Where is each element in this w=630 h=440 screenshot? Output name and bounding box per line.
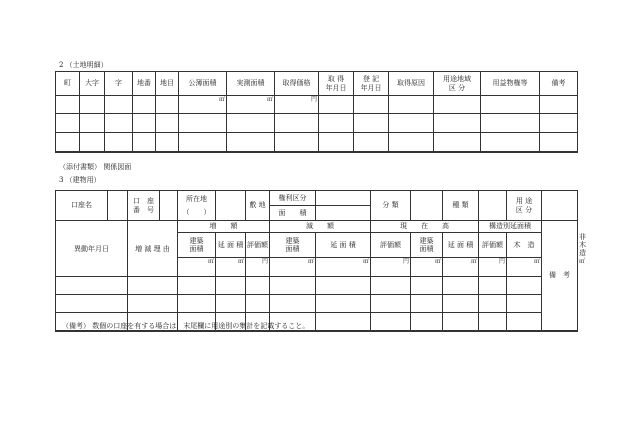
col-aza: 字 — [105, 72, 133, 96]
kouzou-label: 構造別延面積 — [479, 221, 542, 233]
gen-kenchiku-label — [270, 233, 316, 258]
kenchiku-line2: 面積 — [419, 245, 434, 254]
koza-bango-label — [128, 191, 160, 221]
col-kobo-menseki: 公簿面積 — [179, 72, 227, 96]
biko-label: 備 考 — [542, 221, 578, 331]
kenchiku-line1: 建築 — [285, 237, 300, 246]
col-chiban: 地番 — [133, 72, 156, 96]
table-row: ㎡ ㎡ 円 ㎡ ㎡ 円 ㎡ ㎡ 円 ㎡ ㎡ — [56, 258, 578, 277]
menseki-label: 面 積 — [270, 206, 316, 221]
table-row — [56, 295, 578, 313]
col-shutoku-genin: 取得原因 — [389, 72, 434, 96]
unit-sqm: ㎡ — [316, 258, 371, 277]
youto-kubun-line2: 区 分 — [515, 205, 533, 214]
genzai-kenchiku-label — [411, 233, 443, 258]
youto-kubun-label — [507, 191, 542, 221]
col-chimoku: 地目 — [156, 72, 179, 96]
koza-mei-label: 口座名 — [56, 191, 108, 221]
section3-title: 3 （建物用） — [59, 176, 101, 184]
zou-nobe-label: 延 面 積 — [216, 233, 246, 258]
land-details-table — [55, 71, 578, 153]
genzai-label: 現 在 高 — [371, 221, 479, 233]
zou-kenchiku-label — [178, 233, 216, 258]
shikichi-label: 敷 地 — [246, 191, 270, 221]
shozaichi-text: 所在地 — [186, 195, 207, 204]
gen-hyoka-label: 評価額 — [371, 233, 411, 258]
kenri-kubun-label: 権利区分 — [270, 191, 316, 206]
gen-nobe-label: 延 面 積 — [316, 233, 371, 258]
building-table: 口座名 口 座 番 号 所在地 （ ） 敷 地 権利区分 分 類 種 類 用 途 区 分 面 積 異動年月日 増 減 理 由 増 額 減 額 現 在 高 構造別延面積 備 考 建築 面積 延 面 積 評価額 建築 面積 延 面 積 評価額 建築 面積 延 面 積 評価額 木 造 非木造 ㎡ ㎡ 円 ㎡ ㎡ 円 ㎡ ㎡ 円 ㎡ ㎡ — [55, 190, 578, 332]
col-youto-chiiki — [434, 72, 481, 96]
unit-sqm: ㎡ — [227, 96, 275, 114]
col-cho: 町 — [56, 72, 80, 96]
ido-date-label: 異動年月日 — [56, 221, 128, 277]
unit-yen: 円 — [275, 96, 319, 114]
unit-sqm: ㎡ — [411, 258, 443, 277]
attachment-note: （添付書類） 関係図面 — [59, 163, 132, 171]
col-youto-chiiki-line2: 区 分 — [448, 83, 466, 92]
kenchiku-line2: 面積 — [285, 245, 300, 254]
unit-sqm: ㎡ — [216, 258, 246, 277]
col-shutoku-date-line2: 年月日 — [325, 83, 347, 92]
shurui-label: 種 類 — [443, 191, 479, 221]
col-shutoku-date — [319, 72, 354, 96]
remark-text: （備考） 数個の口座を有する場合は，末尾欄に用途別の集計を記載すること。 — [62, 322, 310, 330]
unit-sqm: ㎡ — [270, 258, 316, 277]
kenchiku-line1: 建築 — [189, 237, 204, 246]
table-row — [56, 277, 578, 295]
mokuzo-label: 木 造 — [507, 233, 542, 258]
unit-yen: 円 — [246, 258, 270, 277]
table-row — [56, 114, 578, 133]
col-biko: 備考 — [540, 72, 578, 96]
unit-sqm: ㎡ — [178, 258, 216, 277]
table-row — [56, 133, 578, 152]
zou-label: 増 額 — [178, 221, 270, 233]
section2-title: 2 （土地明細） — [59, 61, 108, 69]
youto-kubun-line1: 用 途 — [515, 197, 533, 206]
koza-bango-line2: 番 号 — [133, 205, 154, 214]
unit-yen: 円 — [479, 258, 507, 277]
genzai-hyoka-label: 評価額 — [479, 233, 507, 258]
gen-label: 減 額 — [270, 221, 371, 233]
col-toki-date-line2: 年月日 — [360, 83, 382, 92]
col-shutoku-kakaku: 取得価格 — [275, 72, 319, 96]
genzai-nobe-label: 延 面 積 — [443, 233, 479, 258]
zou-hyoka-label: 評価額 — [246, 233, 270, 258]
kenchiku-line2: 面積 — [189, 245, 204, 254]
col-youto-chiiki-line1: 用途地域 — [443, 75, 471, 84]
col-toki-date-line1: 登 記 — [362, 75, 380, 84]
koza-bango-line1: 口 座 — [133, 197, 154, 206]
unit-yen: 円 — [371, 258, 411, 277]
unit-sqm: ㎡ — [443, 258, 479, 277]
shozaichi-paren: （ ） — [182, 207, 211, 216]
shozaichi-label — [178, 191, 216, 221]
zougen-riyuu-label: 増 減 理 由 — [128, 221, 178, 277]
table-row — [56, 96, 578, 114]
col-jissoku-menseki: 実測面積 — [227, 72, 275, 96]
col-shutoku-date-line1: 取 得 — [327, 75, 345, 84]
col-oaza: 大字 — [80, 72, 105, 96]
col-toki-date — [354, 72, 389, 96]
bunrui-label: 分 類 — [371, 191, 411, 221]
unit-sqm: ㎡ — [179, 96, 227, 114]
unit-sqm: ㎡ — [507, 258, 542, 277]
col-yoeki-bukken: 用益物権等 — [481, 72, 540, 96]
kenchiku-line1: 建築 — [419, 237, 434, 246]
